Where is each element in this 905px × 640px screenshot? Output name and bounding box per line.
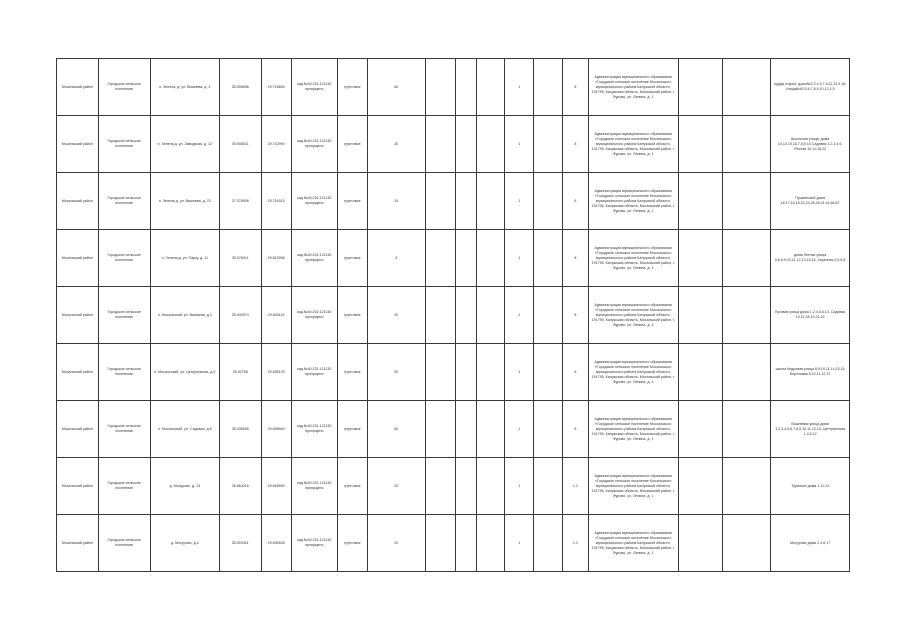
cell-empty	[425, 116, 455, 173]
registry-table	[56, 58, 850, 572]
cell-empty	[455, 401, 476, 458]
cell-surface: грунтовое	[337, 230, 367, 287]
cell-served-objects: Школьная улица; дома 10,13,15,16,7,8,9,10,Садовая 1,2,3,4,5, Речная 10,11,18,22	[771, 116, 850, 173]
cell-container-count: 1	[505, 401, 534, 458]
cell-area: 20	[367, 458, 425, 515]
cell-settlement: Городское сельское поселение	[98, 458, 150, 515]
cell-empty	[425, 458, 455, 515]
cell-empty	[678, 173, 722, 230]
cell-volume: 8	[563, 401, 588, 458]
cell-settlement: Городское сельское поселение	[98, 230, 150, 287]
cell-empty	[425, 173, 455, 230]
cell-longitude: 29.742990	[261, 116, 291, 173]
cell-empty	[425, 59, 455, 116]
cell-container-count: 1	[505, 116, 534, 173]
cell-empty	[534, 173, 563, 230]
cell-empty	[534, 515, 563, 572]
cell-cadastre: кад.№40:231:121130 пропущено	[291, 59, 337, 116]
cell-owner: Администрация муниципального образования «Городское сельское поселение Мосальского муниципального района Калужской области, 191795, Калужская область, Мосальский район, г. Фурово, ул. Ленина, д. 1	[588, 59, 678, 116]
cell-longitude: 29.718654	[261, 59, 291, 116]
cell-owner: Администрация муниципального образования «Городское сельское поселение Мосальского муниципального района Калужской области, 191795, Калужская область, Мосальский район, г. Фурово, ул. Ленина, д. 1	[588, 344, 678, 401]
cell-owner: Администрация муниципального образования «Городское сельское поселение Мосальского муниципального района Калужской области, 191795, Калужская область, Мосальский район, г. Фурово, ул. Ленина, д. 1	[588, 401, 678, 458]
cell-empty	[534, 458, 563, 515]
cell-settlement: Городское сельское поселение	[98, 515, 150, 572]
cell-settlement: Городское сельское поселение	[98, 116, 150, 173]
cell-surface: грунтовое	[337, 401, 367, 458]
cell-address: п. Зелена, д. ул. Вишнева, д. 3	[150, 59, 219, 116]
table-row	[57, 173, 850, 230]
cell-empty	[534, 230, 563, 287]
cell-longitude: 29.810956	[261, 230, 291, 287]
cell-surface: грунтовое	[337, 515, 367, 572]
cell-longitude: 29.690535	[261, 515, 291, 572]
cell-empty	[534, 287, 563, 344]
cell-settlement: Городское сельское поселение	[98, 344, 150, 401]
cell-settlement: Городское сельское поселение	[98, 401, 150, 458]
cell-empty	[678, 116, 722, 173]
cell-area: 24	[367, 173, 425, 230]
cell-cadastre: кад.№40:231:121130 пропущено	[291, 230, 337, 287]
cell-address: п. Мосальский, ул. Садовая, д.8	[150, 401, 219, 458]
cell-surface: грунтовое	[337, 173, 367, 230]
cell-settlement: Городское сельское поселение	[98, 59, 150, 116]
cell-latitude: 35.938095	[219, 401, 261, 458]
cell-volume: 8	[563, 59, 588, 116]
cell-empty	[425, 344, 455, 401]
cell-cadastre: кад.№40:231:121130 пропущено	[291, 515, 337, 572]
cell-empty	[678, 344, 722, 401]
cell-empty	[722, 458, 771, 515]
cell-empty	[455, 59, 476, 116]
cell-empty	[476, 287, 505, 344]
cell-empty	[476, 515, 505, 572]
cell-latitude: 35.940974	[219, 287, 261, 344]
cell-latitude: 37.078906	[219, 173, 261, 230]
table-body	[57, 59, 850, 572]
cell-empty	[425, 401, 455, 458]
cell-empty	[455, 230, 476, 287]
cell-latitude: 35.908011	[219, 116, 261, 173]
cell-empty	[534, 59, 563, 116]
table-row	[57, 344, 850, 401]
cell-area: 20	[367, 116, 425, 173]
cell-empty	[476, 401, 505, 458]
cell-empty	[678, 59, 722, 116]
cell-district: Мосальский район	[57, 458, 99, 515]
cell-empty	[722, 344, 771, 401]
cell-empty	[678, 287, 722, 344]
cell-empty	[722, 287, 771, 344]
cell-area: 60	[367, 401, 425, 458]
cell-surface: грунтовое	[337, 287, 367, 344]
cell-empty	[455, 458, 476, 515]
table-row	[57, 230, 850, 287]
cell-cadastre: кад.№40:231:121130 пропущено	[291, 287, 337, 344]
cell-volume: 8	[563, 173, 588, 230]
cell-container-count: 1	[505, 458, 534, 515]
cell-address: п. Мосальский, ул. Центральная, д.9	[150, 344, 219, 401]
cell-served-objects: школа Кедровая улица 8,9,10,11,14,15,16 Березовая 8,10,11,12,17	[771, 344, 850, 401]
cell-address: п. Зелена д. ул. Заводская, д. 12	[150, 116, 219, 173]
cell-settlement: Городское сельское поселение	[98, 287, 150, 344]
cell-longitude: 29.659659	[261, 458, 291, 515]
cell-volume: 8	[563, 230, 588, 287]
cell-empty	[678, 458, 722, 515]
cell-empty	[425, 515, 455, 572]
cell-served-objects: Пушкинский дома 18,17,16,18,20,24,26,28,41,44,66,67	[771, 173, 850, 230]
cell-address: п. Мосальский, ул. Вишнева, д.1	[150, 287, 219, 344]
cell-served-objects: пруды открыт. домо№2,3,4,5,7,8,11,12,9,16; Улица№40,5,6,7,8,9,10,12,1,5	[771, 59, 850, 116]
cell-empty	[476, 116, 505, 173]
cell-empty	[722, 401, 771, 458]
cell-latitude: 35.908956	[219, 59, 261, 116]
cell-empty	[455, 515, 476, 572]
cell-surface: грунтовое	[337, 344, 367, 401]
cell-served-objects: Мосурово дома 2,4,6,17	[771, 515, 850, 572]
cell-area: 30	[367, 344, 425, 401]
cell-empty	[534, 116, 563, 173]
cell-longitude: 29.698940	[261, 401, 291, 458]
table-row	[57, 458, 850, 515]
cell-empty	[476, 344, 505, 401]
cell-cadastre: кад.№40:231:121130 пропущено	[291, 173, 337, 230]
cell-district: Мосальский район	[57, 287, 99, 344]
table-row	[57, 59, 850, 116]
cell-cadastre: кад.№40:231:121130 пропущено	[291, 401, 337, 458]
cell-owner: Администрация муниципального образования «Городское сельское поселение Мосальского муниципального района Калужской области, 191795, Калужская область, Мосальский район, г. Фурово, ул. Ленина, д. 1	[588, 230, 678, 287]
cell-cadastre: кад.№40:231:121130 пропущено	[291, 116, 337, 173]
table-row	[57, 515, 850, 572]
cell-empty	[534, 344, 563, 401]
table-row	[57, 116, 850, 173]
cell-empty	[534, 401, 563, 458]
cell-surface: грунтовое	[337, 116, 367, 173]
cell-district: Мосальский район	[57, 401, 99, 458]
table-row	[57, 401, 850, 458]
cell-district: Мосальский район	[57, 230, 99, 287]
cell-district: Мосальский район	[57, 116, 99, 173]
cell-longitude: 29.694115	[261, 287, 291, 344]
cell-surface: грунтовое	[337, 458, 367, 515]
cell-served-objects: Луговая улица дома 1,2,4,5,6,13, Садовая 10,11,18,19,21,22	[771, 287, 850, 344]
cell-surface: грунтовое	[337, 59, 367, 116]
cell-empty	[722, 59, 771, 116]
cell-empty	[678, 515, 722, 572]
cell-settlement: Городское сельское поселение	[98, 173, 150, 230]
cell-cadastre: кад.№40:231:121130 пропущено	[291, 344, 337, 401]
cell-cadastre: кад.№40:231:121130 пропущено	[291, 458, 337, 515]
cell-empty	[455, 173, 476, 230]
cell-owner: Администрация муниципального образования «Городское сельское поселение Мосальского муниципального района Калужской области, 191795, Калужская область, Мосальский район, г. Фурово, ул. Ленина, д. 1	[588, 116, 678, 173]
cell-empty	[476, 59, 505, 116]
cell-owner: Администрация муниципального образования «Городское сельское поселение Мосальского муниципального района Калужской области, 191795, Калужская область, Мосальский район, г. Фурово, ул. Ленина, д. 1	[588, 458, 678, 515]
cell-area: 60	[367, 59, 425, 116]
cell-volume: 1.1	[563, 515, 588, 572]
cell-empty	[678, 230, 722, 287]
cell-owner: Администрация муниципального образования «Городское сельское поселение Мосальского муниципального района Калужской области, 191795, Калужская область, Мосальский район, г. Фурово, ул. Ленина, д. 1	[588, 173, 678, 230]
cell-district: Мосальский район	[57, 173, 99, 230]
cell-district: Мосальский район	[57, 59, 99, 116]
cell-served-objects: дома Летняя улица 5,6,8,9,10,11,12,13,15,16, Заречная 3,5,6,8	[771, 230, 850, 287]
cell-container-count: 1	[505, 230, 534, 287]
table-row	[57, 287, 850, 344]
cell-area: 20	[367, 287, 425, 344]
cell-empty	[455, 344, 476, 401]
cell-latitude: 35.976911	[219, 230, 261, 287]
cell-empty	[722, 230, 771, 287]
cell-address: д. Мосурово, д.4	[150, 515, 219, 572]
cell-latitude: 35.92758	[219, 344, 261, 401]
cell-empty	[722, 116, 771, 173]
cell-empty	[722, 173, 771, 230]
cell-container-count: 1	[505, 344, 534, 401]
cell-district: Мосальский район	[57, 515, 99, 572]
cell-longitude: 29.695129	[261, 344, 291, 401]
cell-empty	[476, 230, 505, 287]
cell-container-count: 1	[505, 59, 534, 116]
cell-address: п. Зелена д. ул. Парку, д. 11	[150, 230, 219, 287]
cell-volume: 8	[563, 287, 588, 344]
cell-volume: 8	[563, 116, 588, 173]
cell-empty	[678, 401, 722, 458]
cell-container-count: 1	[505, 515, 534, 572]
cell-owner: Администрация муниципального образования «Городское сельское поселение Мосальского муниципального района Калужской области, 191795, Калужская область, Мосальский район, г. Фурово, ул. Ленина, д. 1	[588, 515, 678, 572]
cell-empty	[455, 116, 476, 173]
cell-longitude: 29.751615	[261, 173, 291, 230]
cell-area: 3	[367, 230, 425, 287]
cell-empty	[476, 458, 505, 515]
cell-latitude: 35.903421	[219, 515, 261, 572]
cell-area: 20	[367, 515, 425, 572]
cell-owner: Администрация муниципального образования «Городское сельское поселение Мосальского муниципального района Калужской области, 191795, Калужская область, Мосальский район, г. Фурово, ул. Ленина, д. 1	[588, 287, 678, 344]
cell-district: Мосальский район	[57, 344, 99, 401]
cell-served-objects: Вишнёвая улица дома 1,2,3,4,5,6,7,8,9,10,11,12,13, Центральная 1,3,5,12	[771, 401, 850, 458]
cell-empty	[425, 287, 455, 344]
cell-empty	[425, 230, 455, 287]
cell-empty	[722, 515, 771, 572]
cell-address: д. Мосурово, д. 13	[150, 458, 219, 515]
cell-volume: 8	[563, 344, 588, 401]
cell-empty	[476, 173, 505, 230]
cell-empty	[455, 287, 476, 344]
cell-container-count: 1	[505, 173, 534, 230]
cell-served-objects: Турилкин дома 1,11,13	[771, 458, 850, 515]
cell-volume: 1.1	[563, 458, 588, 515]
cell-latitude: 35.864216	[219, 458, 261, 515]
cell-container-count: 1	[505, 287, 534, 344]
cell-address: п. Зелена д. ул. Вишнева, д. 22	[150, 173, 219, 230]
